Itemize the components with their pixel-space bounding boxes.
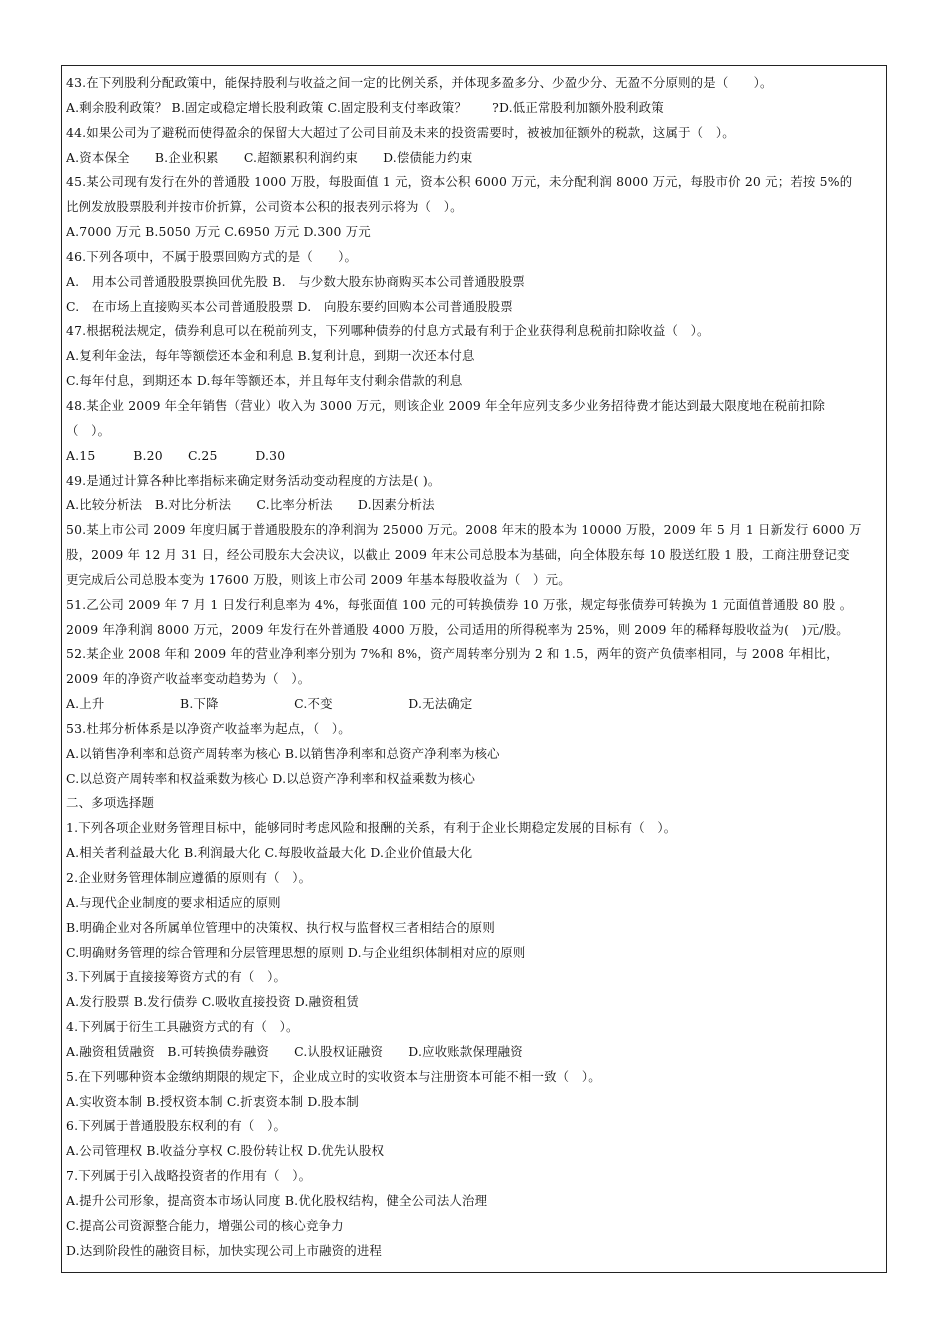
text-line: C.提高公司资源整合能力，增强公司的核心竞争力 xyxy=(66,1217,344,1233)
text-line: A.融资租赁融资 B.可转换债券融资 C.认股权证融资 D.应收账款保理融资 xyxy=(66,1043,523,1059)
text-line: A.15 B.20 C.25 D.30 xyxy=(66,447,286,463)
text-line: 7.下列属于引入战略投资者的作用有（ ）。 xyxy=(66,1168,312,1184)
text-line: 47.根据税法规定，债券利息可以在税前列支，下列哪种债券的付息方式最有利于企业获得利息税前扣除收益（ ）。 xyxy=(66,323,710,339)
text-line: 2.企业财务管理体制应遵循的原则有（ ）。 xyxy=(66,870,312,885)
text-line: A.复利年金法，每年等额偿还本金和利息 B.复利计息，到期一次还本付息 xyxy=(66,348,475,364)
text-line: C.每年付息，到期还本 D.每年等额还本，并且每年支付剩余借款的利息 xyxy=(66,373,463,389)
text-line: A.7000 万元 B.5050 万元 C.6950 万元 D.300 万元 xyxy=(66,224,371,240)
text-line: 51.乙公司 2009 年 7 月 1 日发行利息率为 4%，每张面值 100 元的可转换债券 10 万张，规定每张债券可转换为 1 元面值普通股 80 股 。 xyxy=(66,596,853,612)
text-line: B.明确企业对各所属单位管理中的决策权、执行权与监督权三者相结合的原则 xyxy=(66,919,495,935)
text-line: A.相关者利益最大化 B.利润最大化 C.每股收益最大化 D.企业价值最大化 xyxy=(66,845,473,861)
text-line: A.资本保全 B.企业积累 C.超额累积利润约束 D.偿债能力约束 xyxy=(66,149,473,165)
text-line: A.发行股票 B.发行债券 C.吸收直接投资 D.融资租赁 xyxy=(66,994,359,1010)
text-line: 2009 年的净资产收益率变动趋势为（ ）。 xyxy=(66,671,311,687)
text-line: C. 在市场上直接购买本公司普通股股票 D. 向股东要约回购本公司普通股股票 xyxy=(66,298,513,314)
text-line: D.达到阶段性的融资目标，加快实现公司上市融资的进程 xyxy=(66,1242,383,1258)
text-line: 6.下列属于普通股股东权利的有（ ）。 xyxy=(66,1118,287,1134)
text-line: 股，2009 年 12 月 31 日，经公司股东大会决议，以截止 2009 年末公司总股本为基础，向全体股东每 10 股送红股 1 股，工商注册登记变 xyxy=(66,547,850,563)
text-line: 50.某上市公司 2009 年度归属于普通股股东的净利润为 25000 万元。2008 年末的股本为 10000 万股，2009 年 5 月 1 日新发行 6000 万 xyxy=(66,522,862,538)
text-line: 44.如果公司为了避税而使得盈余的保留大大超过了公司目前及未来的投资需要时，被被加征额外的税款，这属于（ ）。 xyxy=(66,124,735,140)
text-line: A.提升公司形象，提高资本市场认同度 B.优化股权结构，健全公司法人治理 xyxy=(66,1192,488,1208)
document-body xyxy=(66,71,882,1264)
text-line: 4.下列属于衍生工具融资方式的有（ ）。 xyxy=(66,1019,299,1035)
text-line: 49.是通过计算各种比率指标来确定财务活动变动程度的方法是( )。 xyxy=(66,472,441,488)
text-line: 48.某企业 2009 年全年销售（营业）收入为 3000 万元，则该企业 2009 年全年应列支多少业务招待费才能达到最大限度地在税前扣除 xyxy=(66,397,826,413)
text-line: A.上升 B.下降 C.不变 D.无法确定 xyxy=(66,696,473,712)
text-line: A.公司管理权 B.收益分享权 C.股份转让权 D.优先认股权 xyxy=(66,1143,385,1159)
text-line: 5.在下列哪种资本金缴纳期限的规定下，企业成立时的实收资本与注册资本可能不相一致（ ）。 xyxy=(66,1068,601,1084)
text-line: 45.某公司现有发行在外的普通股 1000 万股，每股面值 1 元，资本公积 6000 万元，未分配利润 8000 万元，每股市价 20 元；若按 5%的 xyxy=(66,174,853,190)
text-line: C.以总资产周转率和权益乘数为核心 D.以总资产净利率和权益乘数为核心 xyxy=(66,770,476,786)
text-line: 3.下列属于直接接筹资方式的有（ ）。 xyxy=(66,969,287,985)
text-line: C.明确财务管理的综合管理和分层管理思想的原则 D.与企业组织体制相对应的原则 xyxy=(66,944,526,960)
text-line: 43.在下列股利分配政策中，能保持股利与收益之间一定的比例关系，并体现多盈多分、少盈少分、无盈不分原则的是（ ）。 xyxy=(66,75,773,90)
text-line: A.与现代企业制度的要求相适应的原则 xyxy=(66,894,281,910)
text-line: A.以销售净利率和总资产周转率为核心 B.以销售净利率和总资产净利率为核心 xyxy=(66,745,500,761)
text-line: 53.杜邦分析体系是以净资产收益率为起点，（ ）。 xyxy=(66,720,351,736)
text-line: A.实收资本制 B.授权资本制 C.折衷资本制 D.股本制 xyxy=(66,1093,359,1109)
text-line: A.比较分析法 B.对比分析法 C.比率分析法 D.因素分析法 xyxy=(66,497,435,513)
text-line: 更完成后公司总股本变为 17600 万股，则该上市公司 2009 年基本每股收益为（ ）元。 xyxy=(66,571,571,587)
text-line: （ ）。 xyxy=(66,422,111,438)
text-line: A.剩余股利政策？ B.固定或稳定增长股利政策 C.固定股利支付率政策？ ?D.低正常股利加额外股利政策 xyxy=(66,99,664,115)
text-line: 1.下列各项企业财务管理目标中，能够同时考虑风险和报酬的关系，有利于企业长期稳定发展的目标有（ ）。 xyxy=(66,820,677,836)
text-line: 2009 年净利润 8000 万元，2009 年发行在外普通股 4000 万股，公司适用的所得税率为 25%，则 2009 年的稀释每股收益为( )元/股。 xyxy=(66,621,849,637)
text-line: 46.下列各项中，不属于股票回购方式的是（ ）。 xyxy=(66,248,358,264)
text-line: 比例发放股票股利并按市价折算，公司资本公积的报表列示将为（ ）。 xyxy=(66,199,463,215)
text-line: A. 用本公司普通股股票换回优先股 B. 与少数大股东协商购买本公司普通股股票 xyxy=(66,273,525,289)
text-line: 52.某企业 2008 年和 2009 年的营业净利率分别为 7%和 8%，资产周转率分别为 2 和 1.5，两年的资产负债率相同，与 2008 年相比， xyxy=(66,646,839,662)
text-line: 二、多项选择题 xyxy=(66,795,155,811)
